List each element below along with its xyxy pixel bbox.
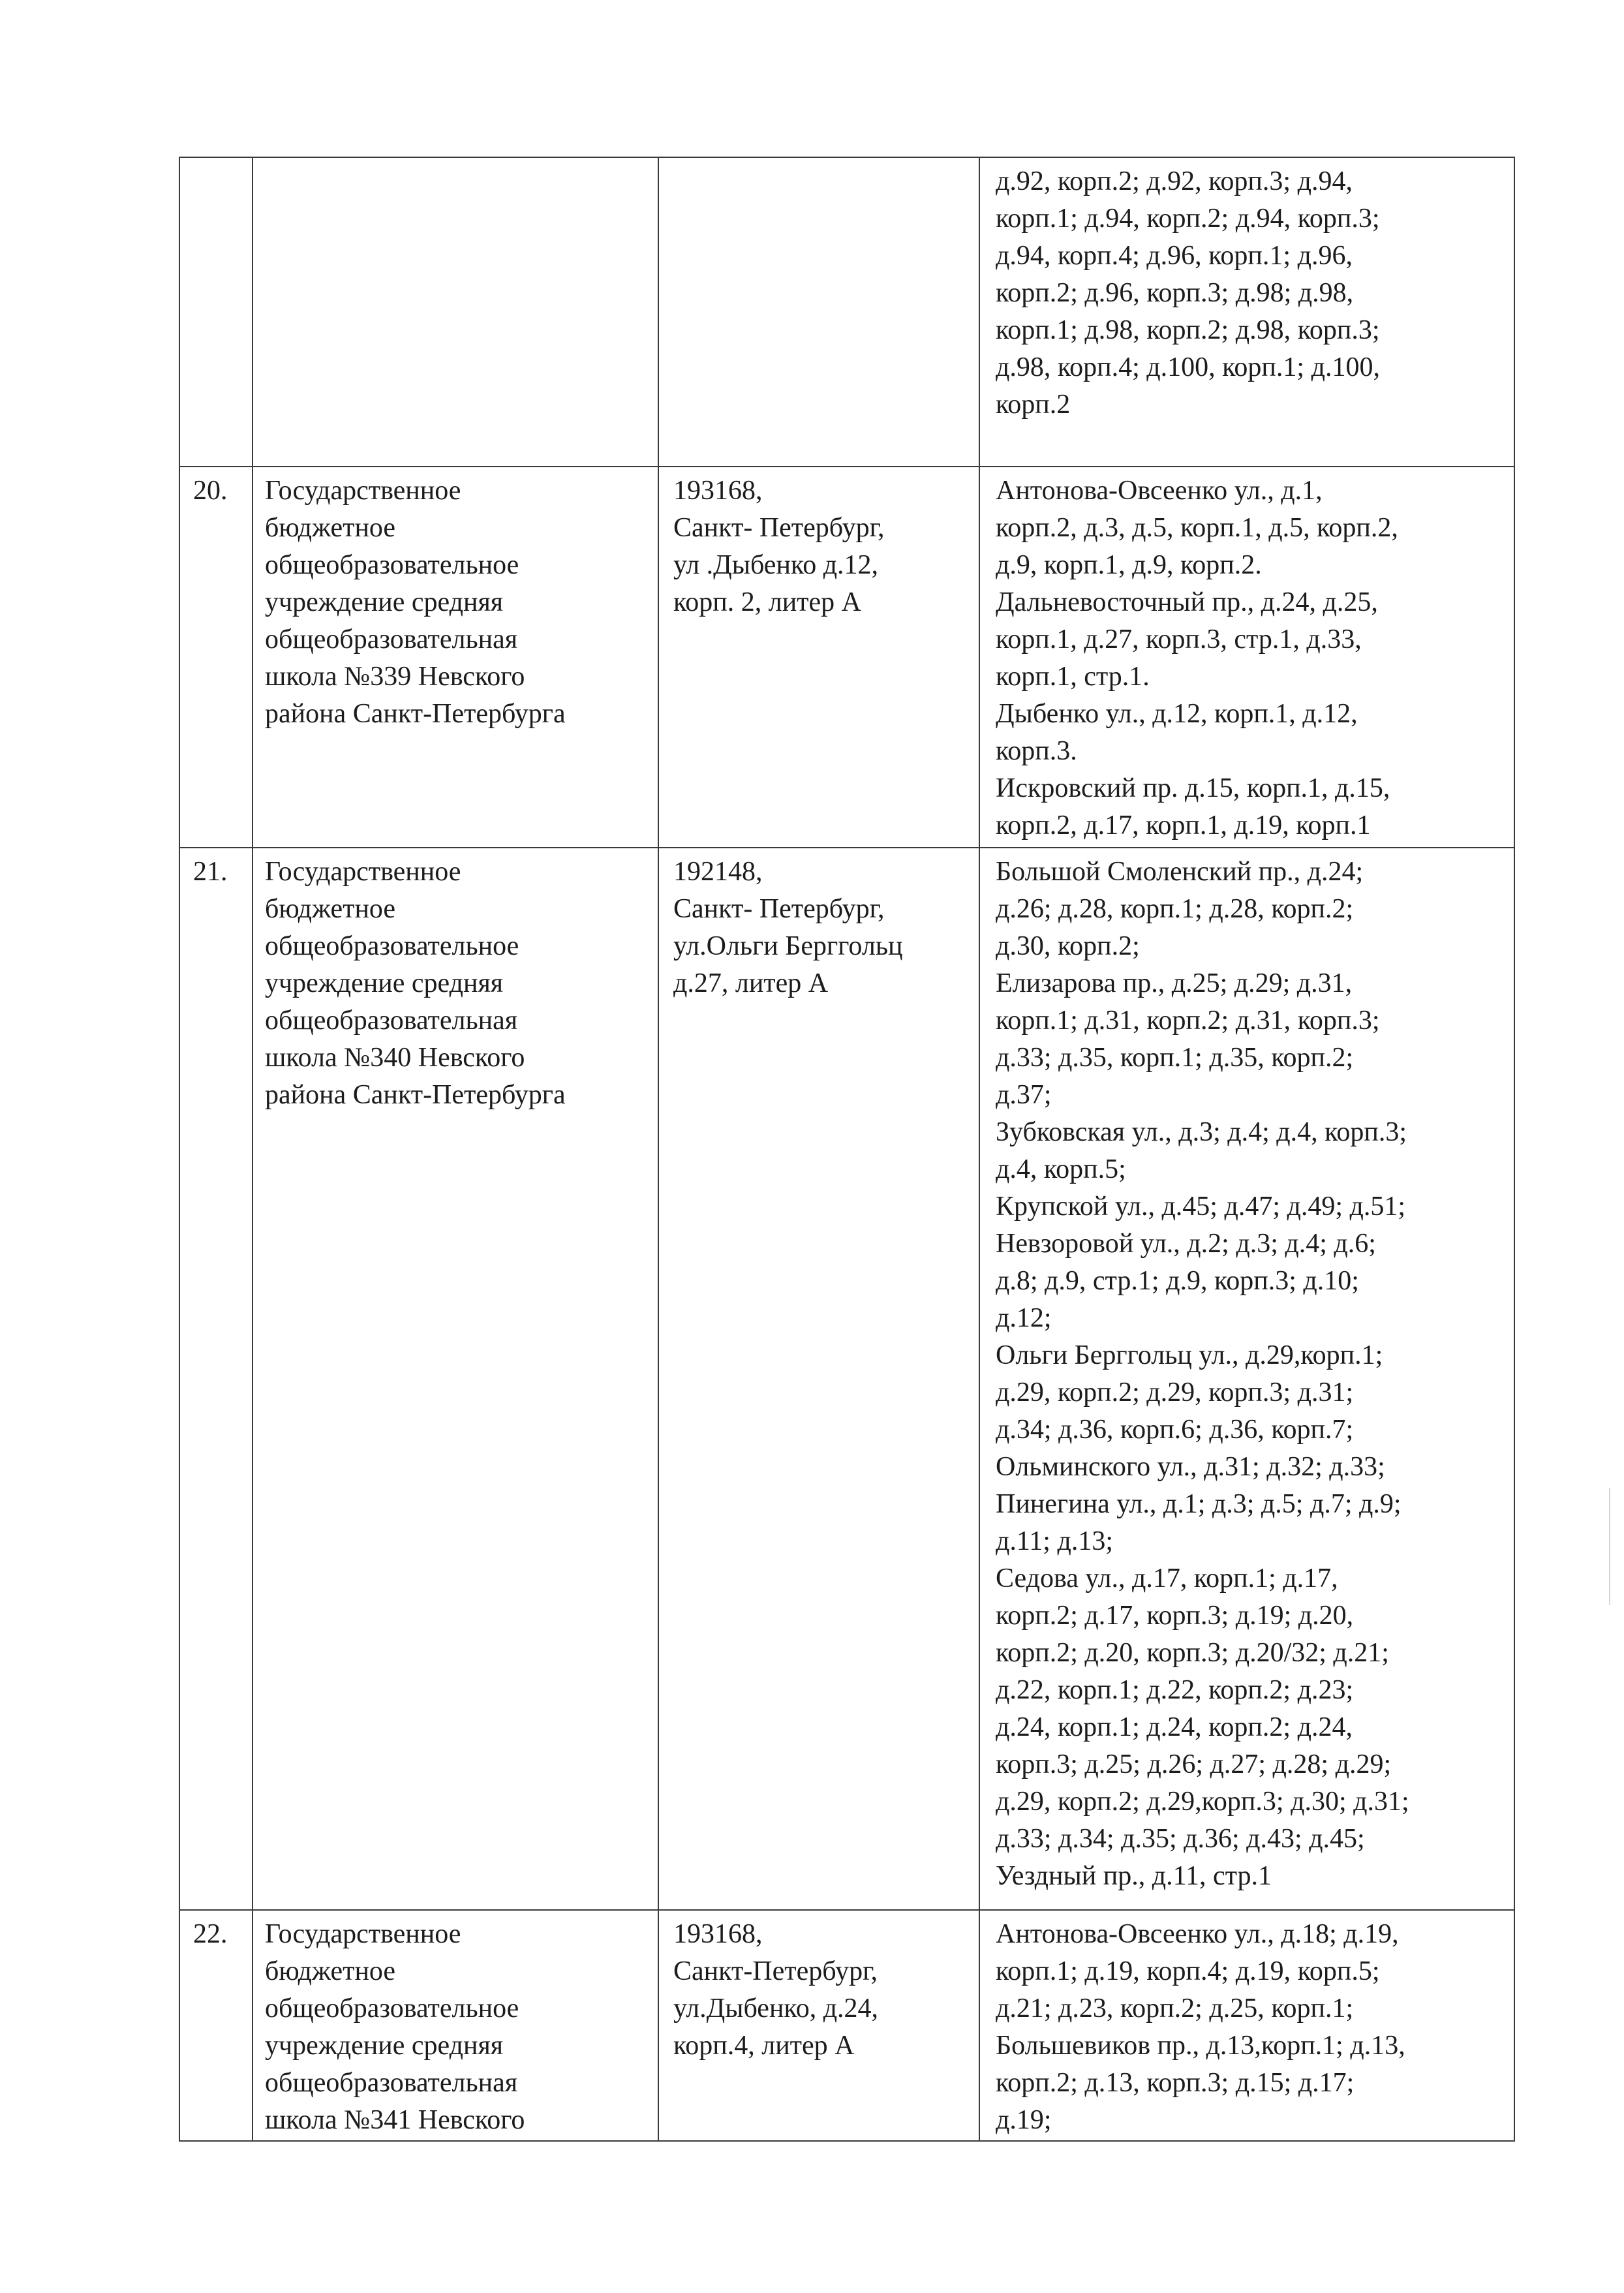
territory-line: д.98, корп.4; д.100, корп.1; д.100, xyxy=(996,352,1380,382)
school-name-line: бюджетное xyxy=(265,1956,396,1986)
territory-line: корп.1; д.31, корп.2; д.31, корп.3; xyxy=(996,1006,1380,1036)
school-name-line: бюджетное xyxy=(265,513,396,543)
territory-line: Дальневосточный пр., д.24, д.25, xyxy=(996,587,1378,617)
address-line: ул.Ольги Берггольц xyxy=(673,931,903,961)
row-number: 22. xyxy=(193,1919,228,1949)
address-line: 193168, xyxy=(673,1919,763,1949)
territory-line: Елизарова пр., д.25; д.29; д.31, xyxy=(996,968,1353,998)
table-row xyxy=(179,1910,1514,2141)
row-number: 21. xyxy=(193,857,228,887)
school-name-line: учреждение средняя xyxy=(265,587,504,617)
territory-line: корп.1, стр.1. xyxy=(996,662,1150,692)
address-line: 192148, xyxy=(673,857,763,887)
territory-line: д.94, корп.4; д.96, корп.1; д.96, xyxy=(996,241,1353,271)
territory-line: корп.2, д.3, д.5, корп.1, д.5, корп.2, xyxy=(996,513,1398,543)
table-row xyxy=(179,157,1514,467)
territory-line: Дыбенко ул., д.12, корп.1, д.12, xyxy=(996,699,1358,729)
table-row xyxy=(179,467,1514,848)
row-number-cell xyxy=(179,848,253,1910)
territory-line: Искровский пр. д.15, корп.1, д.15, xyxy=(996,773,1390,803)
school-name-line: общеобразовательная xyxy=(265,1006,518,1036)
address-line: корп. 2, литер А xyxy=(673,587,862,617)
school-name-line: района Санкт-Петербурга xyxy=(265,1080,566,1110)
school-name-cell xyxy=(253,157,658,467)
territory-line: Седова ул., д.17, корп.1; д.17, xyxy=(996,1563,1338,1593)
school-name-line: учреждение средняя xyxy=(265,2031,504,2061)
territory-line: корп.2; д.17, корп.3; д.19; д.20, xyxy=(996,1601,1354,1631)
territory-line: Большевиков пр., д.13,корп.1; д.13, xyxy=(996,2031,1405,2061)
school-name-line: Государственное xyxy=(265,476,461,506)
territory-line: Ольги Берггольц ул., д.29,корп.1; xyxy=(996,1340,1383,1370)
territory-line: д.24, корп.1; д.24, корп.2; д.24, xyxy=(996,1712,1353,1742)
territory-line: корп.3. xyxy=(996,736,1077,766)
territory-line: д.9, корп.1, д.9, корп.2. xyxy=(996,550,1262,580)
school-name-cell xyxy=(253,1910,658,2141)
school-address-cell xyxy=(658,157,979,467)
territory-line: корп.3; д.25; д.26; д.27; д.28; д.29; xyxy=(996,1749,1392,1779)
address-line: Санкт- Петербург, xyxy=(673,513,885,543)
row-number-cell xyxy=(179,157,253,467)
address-line: ул.Дыбенко, д.24, xyxy=(673,1993,879,2024)
territory-line: Антонова-Овсеенко ул., д.1, xyxy=(996,476,1323,506)
territory-line: Уездный пр., д.11, стр.1 xyxy=(996,1861,1272,1891)
scan-artifact-line xyxy=(1609,1488,1610,1605)
territory-line: корп.1, д.27, корп.3, стр.1, д.33, xyxy=(996,624,1362,654)
territory-line: корп.2, д.17, корп.1, д.19, корп.1 xyxy=(996,810,1371,840)
row-number: 20. xyxy=(193,476,228,506)
school-name-line: Государственное xyxy=(265,1919,461,1949)
territory-line: д.11; д.13; xyxy=(996,1526,1114,1556)
territory-line: Пинегина ул., д.1; д.3; д.5; д.7; д.9; xyxy=(996,1489,1402,1519)
school-districts-table xyxy=(179,157,1515,2142)
territory-line: корп.1; д.94, корп.2; д.94, корп.3; xyxy=(996,204,1380,234)
territory-line: д.22, корп.1; д.22, корп.2; д.23; xyxy=(996,1675,1354,1705)
assigned-territory-cell xyxy=(979,467,1514,848)
territory-line: Ольминского ул., д.31; д.32; д.33; xyxy=(996,1452,1385,1482)
school-name-line: общеобразовательное xyxy=(265,931,519,961)
territory-line: д.4, корп.5; xyxy=(996,1154,1126,1184)
assigned-territory-cell xyxy=(979,157,1514,467)
territory-line: д.30, корп.2; xyxy=(996,931,1140,961)
territory-line: д.26; д.28, корп.1; д.28, корп.2; xyxy=(996,894,1354,924)
territory-line: корп.2; д.13, корп.3; д.15; д.17; xyxy=(996,2068,1355,2098)
address-line: д.27, литер А xyxy=(673,968,829,998)
school-name-line: Государственное xyxy=(265,857,461,887)
territory-line: корп.1; д.19, корп.4; д.19, корп.5; xyxy=(996,1956,1380,1986)
school-address-cell xyxy=(658,848,979,1910)
territory-line: Невзоровой ул., д.2; д.3; д.4; д.6; xyxy=(996,1229,1376,1259)
school-name-cell xyxy=(253,848,658,1910)
school-name-line: общеобразовательная xyxy=(265,2068,518,2098)
school-address-cell xyxy=(658,1910,979,2141)
territory-line: д.92, корп.2; д.92, корп.3; д.94, xyxy=(996,166,1353,196)
address-line: Санкт-Петербург, xyxy=(673,1956,878,1986)
address-line: Санкт- Петербург, xyxy=(673,894,885,924)
school-address-cell xyxy=(658,467,979,848)
territory-line: корп.1; д.98, корп.2; д.98, корп.3; xyxy=(996,315,1380,345)
territory-line: д.12; xyxy=(996,1303,1052,1333)
address-line: 193168, xyxy=(673,476,763,506)
school-name-line: школа №340 Невского xyxy=(265,1043,525,1073)
territory-line: корп.2 xyxy=(996,390,1071,420)
territory-line: Зубковская ул., д.3; д.4; д.4, корп.3; xyxy=(996,1117,1407,1147)
row-number-cell xyxy=(179,1910,253,2141)
territory-line: д.33; д.34; д.35; д.36; д.43; д.45; xyxy=(996,1824,1365,1854)
table-row xyxy=(179,848,1514,1910)
row-number-cell xyxy=(179,467,253,848)
school-name-line: общеобразовательное xyxy=(265,1993,519,2024)
assigned-territory-cell xyxy=(979,1910,1514,2141)
school-name-cell xyxy=(253,467,658,848)
territory-line: д.29, корп.2; д.29,корп.3; д.30; д.31; xyxy=(996,1787,1409,1817)
school-name-line: школа №341 Невского xyxy=(265,2105,525,2135)
school-name-line: школа №339 Невского xyxy=(265,662,525,692)
territory-line: Большой Смоленский пр., д.24; xyxy=(996,857,1364,887)
territory-line: корп.2; д.20, корп.3; д.20/32; д.21; xyxy=(996,1638,1389,1668)
school-name-line: учреждение средняя xyxy=(265,968,504,998)
territory-line: Крупской ул., д.45; д.47; д.49; д.51; xyxy=(996,1192,1406,1222)
territory-line: д.8; д.9, стр.1; д.9, корп.3; д.10; xyxy=(996,1266,1359,1296)
school-name-line: общеобразовательное xyxy=(265,550,519,580)
territory-line: корп.2; д.96, корп.3; д.98; д.98, xyxy=(996,278,1354,308)
territory-line: д.34; д.36, корп.6; д.36, корп.7; xyxy=(996,1415,1354,1445)
territory-line: Антонова-Овсеенко ул., д.18; д.19, xyxy=(996,1919,1399,1949)
territory-line: д.37; xyxy=(996,1080,1052,1110)
address-line: ул .Дыбенко д.12, xyxy=(673,550,879,580)
assigned-territory-cell xyxy=(979,848,1514,1910)
address-line: корп.4, литер А xyxy=(673,2031,855,2061)
territory-line: д.33; д.35, корп.1; д.35, корп.2; xyxy=(996,1043,1354,1073)
school-name-line: общеобразовательная xyxy=(265,624,518,654)
school-name-line: района Санкт-Петербурга xyxy=(265,699,566,729)
territory-line: д.19; xyxy=(996,2105,1052,2135)
territory-line: д.29, корп.2; д.29, корп.3; д.31; xyxy=(996,1377,1354,1408)
school-name-line: бюджетное xyxy=(265,894,396,924)
territory-line: д.21; д.23, корп.2; д.25, корп.1; xyxy=(996,1993,1354,2024)
